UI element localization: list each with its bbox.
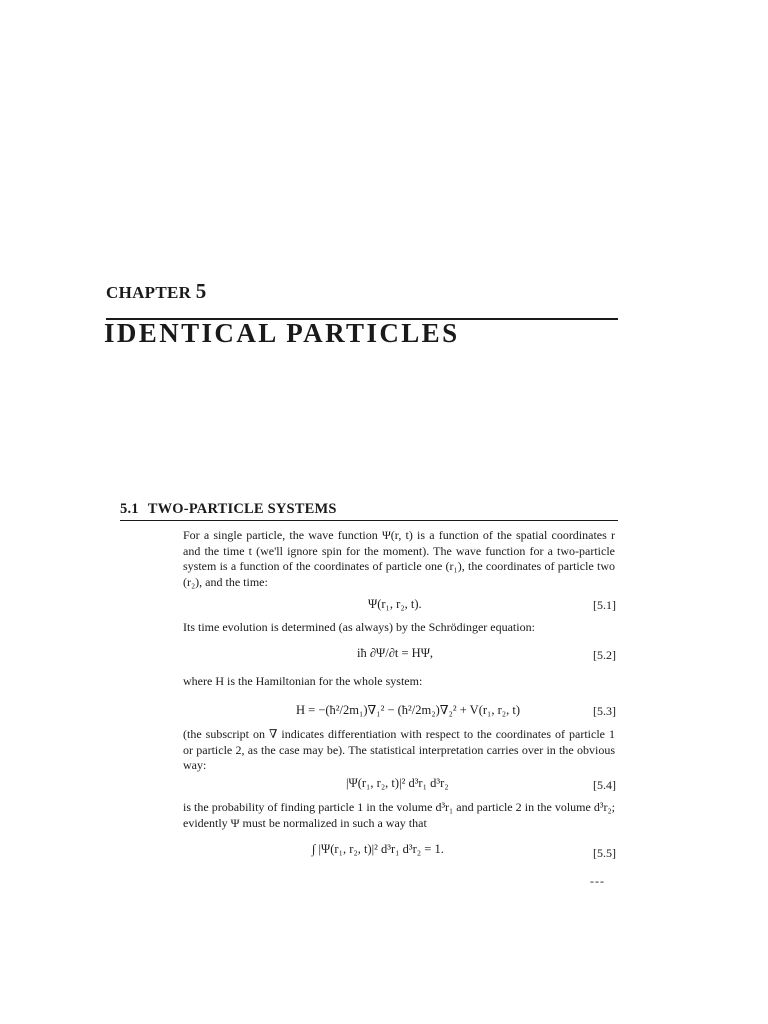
equation-number-5-5: [5.5] [593,846,616,860]
paragraph-3-text: where H is the Hamiltonian for the whole system: [183,674,423,688]
chapter-label [106,279,207,304]
section-rule [120,520,618,521]
paragraph-5 [183,800,615,831]
equation-number-5-4: [5.4] [593,778,616,792]
paragraph-2 [183,620,615,636]
paragraph-3 [183,674,615,690]
section-heading [120,501,337,518]
chapter-number: 5 [195,279,207,303]
equation-number-5-2: [5.2] [593,648,616,662]
equation-5-3: H = −(ħ²/2m₁)∇₁² − (ħ²/2m₂)∇₂² + V(r₁, r₂, t) [296,703,521,717]
section-title: TWO-PARTICLE SYSTEMS [147,501,337,517]
paragraph-4 [183,727,615,774]
chapter-label-text: CHAPTER [106,283,192,302]
paragraph-1 [183,528,615,590]
equation-5-4: |Ψ(r₁, r₂, t)|² d³r₁ d³r₂ [346,776,449,790]
section-number: 5.1 [120,501,139,517]
chapter-title: IDENTICAL PARTICLES [104,318,460,348]
equation-5-5: ∫ |Ψ(r₁, r₂, t)|² d³r₁ d³r₂ = 1. [312,842,444,856]
paragraph-4-text: (the subscript on ∇ indicates differentiation with respect to the coordinates of particle 1 or particle 2, as the case may be). The statistical interpretation carries over in the obvious way: [183,727,615,772]
equation-5-1: Ψ(r₁, r₂, t). [368,597,422,611]
paragraph-2-text: Its time evolution is determined (as always) by the Schrödinger equation: [183,620,535,634]
equation-5-2: iħ ∂Ψ/∂t = HΨ, [357,646,434,660]
continuation-mark: --- [590,874,605,888]
paragraph-1-text: For a single particle, the wave function Ψ(r, t) is a function of the spatial coordinates r and the time t (we'll ignore spin for the moment). The wave function for a two-particle system is a function of the coordinates of particle one (r₁), the coordinates of particle two (r₂), and the time: [183,528,615,589]
equation-number-5-3: [5.3] [593,704,616,718]
equation-number-5-1: [5.1] [593,598,616,612]
paragraph-5-text: is the probability of finding particle 1 in the volume d³r₁ and particle 2 in the volume d³r₂; evidently Ψ must be normalized in such a way that [183,800,615,830]
